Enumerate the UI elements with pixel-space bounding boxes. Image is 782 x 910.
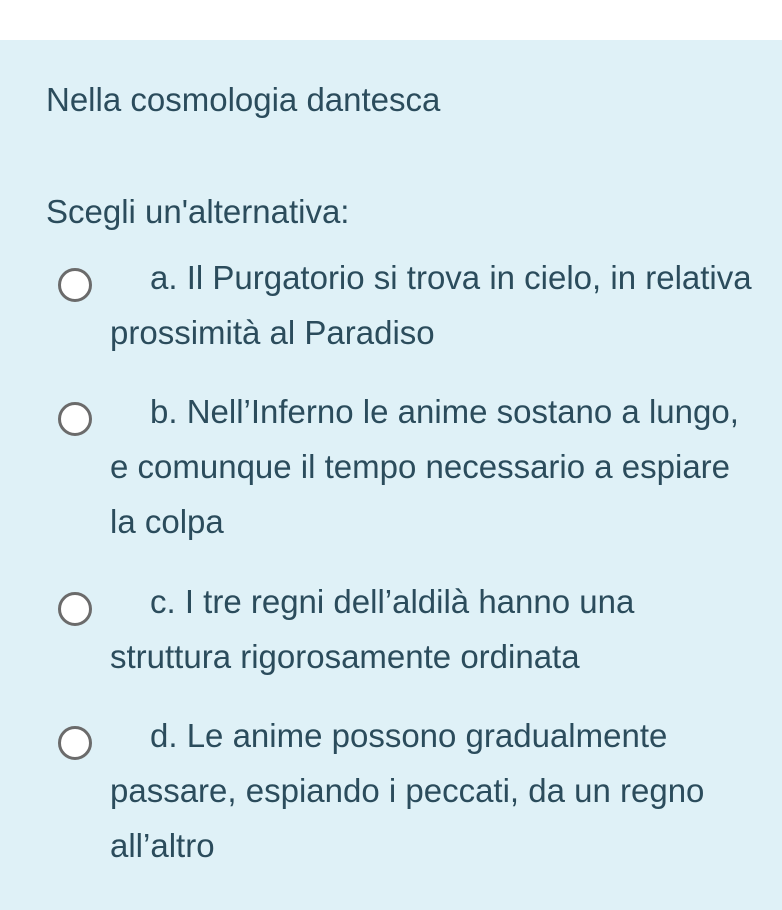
radio-button-b[interactable] <box>58 402 92 436</box>
option-a-label: a. Il Purgatorio si trova in cielo, in relativa prossimità al Paradiso <box>110 259 752 351</box>
radio-button-a[interactable] <box>58 268 92 302</box>
radio-button-c[interactable] <box>58 592 92 626</box>
question-panel <box>0 40 782 910</box>
option-d-label: d. Le anime possono gradualmente passare, espiando i peccati, da un regno all’altro <box>110 717 705 864</box>
top-bar <box>0 0 782 40</box>
choose-prompt: Scegli un'alternativa: <box>46 193 350 230</box>
question-text: Nella cosmologia dantesca <box>46 81 441 118</box>
option-b-label: b. Nell’Inferno le anime sostano a lungo, e comunque il tempo necessario a espiare la colpa <box>110 393 739 540</box>
radio-button-d[interactable] <box>58 726 92 760</box>
option-c-label: c. I tre regni dell’aldilà hanno una struttura rigorosamente ordinata <box>110 583 635 675</box>
